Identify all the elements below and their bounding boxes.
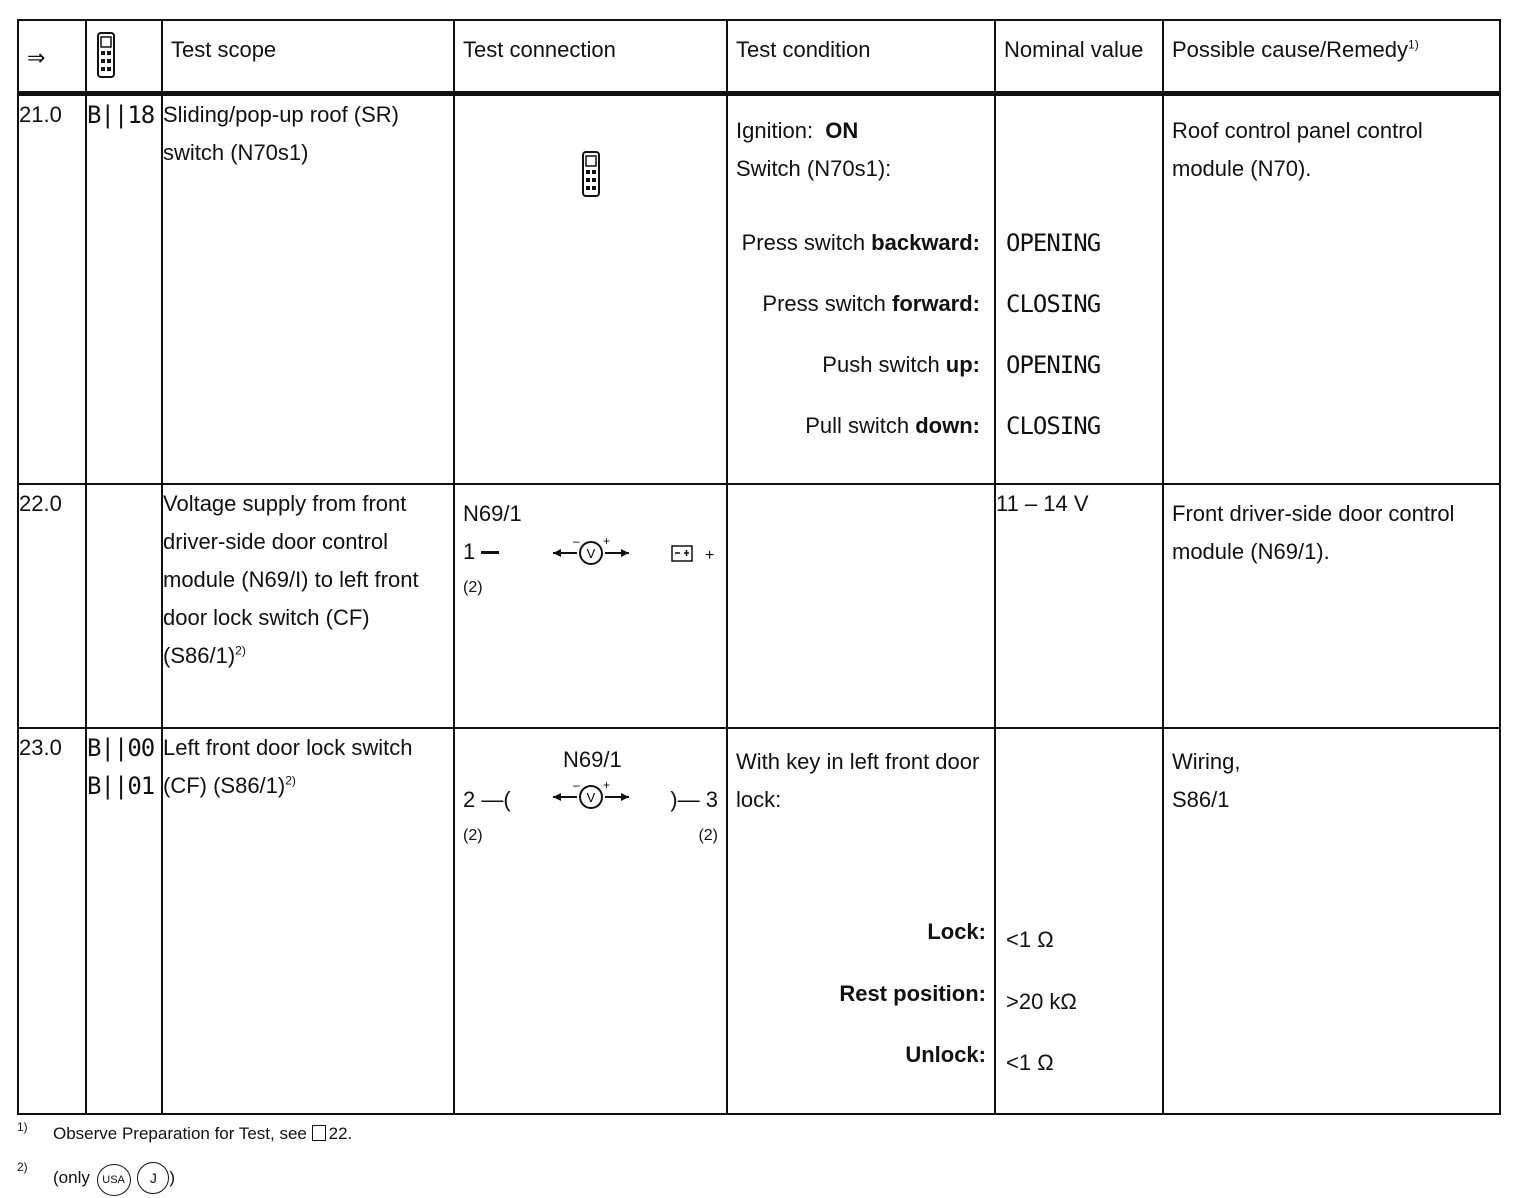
fault-code: B||18 xyxy=(86,94,162,484)
svg-text:V: V xyxy=(586,545,596,561)
svg-text:+: + xyxy=(603,534,611,548)
possible-cause: Roof control panel control module (N70). xyxy=(1163,94,1500,484)
module-label: N69/1 xyxy=(463,500,522,526)
condition-item: Rest position: xyxy=(839,980,986,1006)
test-condition xyxy=(727,484,995,728)
fault-code: B||00 B||01 xyxy=(86,728,162,1114)
nominal-value xyxy=(995,94,1163,484)
hand-held-tester-icon xyxy=(580,150,602,198)
test-scope: Voltage supply from front driver-side door control module (N69/I) to left front door lock switch (CF) $(S86/1)^{2)}$ xyxy=(162,484,454,728)
usa-badge: USA xyxy=(97,1164,131,1196)
svg-text:–: – xyxy=(573,534,580,548)
table-row xyxy=(18,484,1500,728)
test-scope: Sliding/pop-up roof (SR) switch (N70s1) xyxy=(162,94,454,484)
svg-text:+: + xyxy=(603,778,611,792)
step-number: 21.0 xyxy=(18,94,86,484)
header-arrow: ⇒ xyxy=(18,20,86,94)
module-label: N69/1 xyxy=(563,746,622,772)
voltmeter-icon xyxy=(551,779,631,813)
pin-number-right: )— 3 xyxy=(670,786,718,812)
pin-sub: (2) xyxy=(463,578,483,596)
condition-item: Pull switch down: xyxy=(805,413,980,438)
test-condition: Ignition: ON Switch (N70s1): Press switch backward: Press switch forward: Push switch up: Pull switch down: xyxy=(727,94,995,484)
battery-icon xyxy=(671,543,695,563)
table-row xyxy=(18,728,1500,1114)
header-tester xyxy=(86,20,162,94)
condition-item: Lock: xyxy=(927,918,986,944)
condition-item: Press switch forward: xyxy=(762,291,980,316)
condition-item: Unlock: xyxy=(905,1041,986,1067)
lcd-readout: CLOSING xyxy=(1006,290,1101,318)
pin-number: 1 xyxy=(463,533,499,571)
nominal-value: 11 – 14 V xyxy=(995,484,1163,728)
test-table xyxy=(17,19,1501,1115)
lcd-readout: OPENING xyxy=(1006,229,1101,257)
resistance-value: >20 kΩ xyxy=(1006,988,1077,1014)
header-test-connection: Test connection xyxy=(454,20,727,94)
resistance-value: <1 Ω xyxy=(1006,926,1054,952)
nominal-value xyxy=(995,728,1163,1114)
header-test-condition: Test condition xyxy=(727,20,995,94)
test-scope: Left front door lock switch (CF) $(S86/1)^{2)}$ xyxy=(162,728,454,1114)
table-row xyxy=(18,94,1500,484)
possible-cause: Front driver-side door control module (N69/1). xyxy=(1163,484,1500,728)
header-test-scope: Test scope xyxy=(162,20,454,94)
svg-text:–: – xyxy=(573,778,580,792)
header-possible-cause: Possible cause/Remedy$^{1)}$ xyxy=(1163,20,1500,94)
step-number: 23.0 xyxy=(18,728,86,1114)
hand-held-tester-icon xyxy=(95,31,117,79)
fault-code xyxy=(86,484,162,728)
lcd-readout: OPENING xyxy=(1006,351,1101,379)
voltmeter-icon xyxy=(551,535,631,569)
lcd-readout: CLOSING xyxy=(1006,412,1101,440)
pin-sub-left: (2) xyxy=(463,826,483,844)
pin-number-left: 2 —( xyxy=(463,786,511,812)
step-number: 22.0 xyxy=(18,484,86,728)
svg-text:V: V xyxy=(586,789,596,805)
japan-badge: J xyxy=(137,1162,169,1194)
test-connection xyxy=(454,728,727,1114)
possible-cause: Wiring, S86/1 xyxy=(1163,728,1500,1114)
pin-sub-right: (2) xyxy=(698,826,718,844)
test-connection xyxy=(454,94,727,484)
footnote-2: 2) (only USA J ) xyxy=(17,1158,517,1192)
test-connection xyxy=(454,484,727,728)
footnote-1: 1) Observe Preparation for Test, see 22. xyxy=(17,1120,353,1143)
table-header-row xyxy=(18,20,1500,94)
test-condition: With key in left front door lock: Lock: Rest position: Unlock: xyxy=(727,728,995,1114)
condition-item: Press switch backward: xyxy=(741,230,980,255)
manual-reference-icon xyxy=(312,1125,326,1141)
header-nominal-value: Nominal value xyxy=(995,20,1163,94)
resistance-value: <1 Ω xyxy=(1006,1049,1054,1075)
condition-item: Push switch up: xyxy=(822,352,980,377)
battery-plus: + xyxy=(705,546,715,564)
